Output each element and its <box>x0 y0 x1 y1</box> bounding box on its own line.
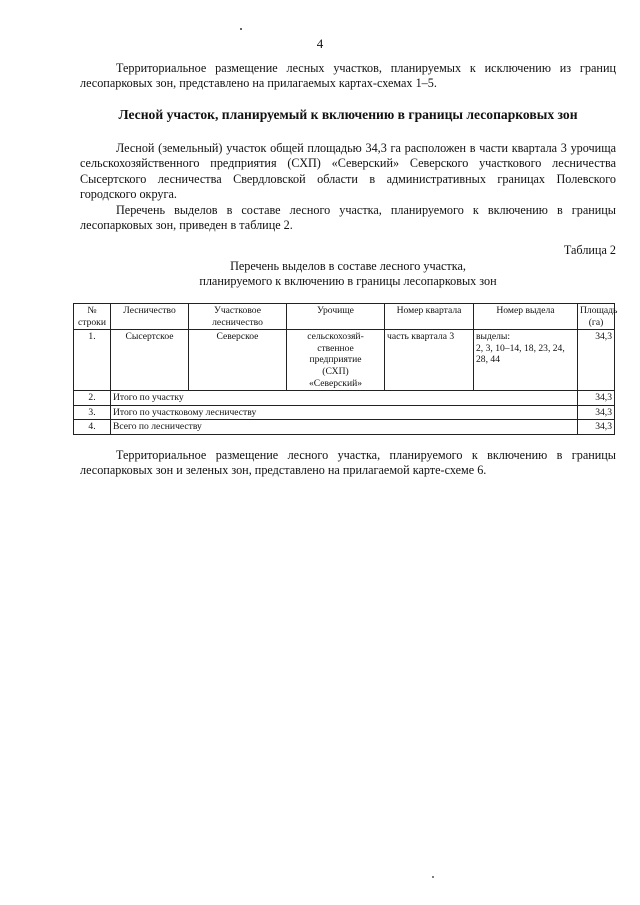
table-row <box>74 391 615 406</box>
row-label: Итого по участку <box>111 391 578 406</box>
row-num: 4. <box>74 420 111 435</box>
table-header-row <box>74 304 615 330</box>
header-plot: Номер выдела <box>474 304 578 330</box>
section-heading: Лесной участок, планируемый к включению в границы лесопарковых зон <box>118 107 578 122</box>
header-forestry: Лесничество <box>111 304 189 330</box>
header-area: Площадь (га) <box>578 304 615 330</box>
row-area: 34,3 <box>578 330 615 391</box>
table-row <box>74 330 615 391</box>
row-tract: сельскохозяй- ственное предприятие (СХП) «Северский» <box>287 330 385 391</box>
row-num: 2. <box>74 391 111 406</box>
table-caption <box>80 259 616 290</box>
header-district: Участковое лесничество <box>189 304 287 330</box>
row-num: 3. <box>74 405 111 420</box>
row-area: 34,3 <box>578 405 615 420</box>
scan-speck <box>432 876 434 878</box>
row-quarter: часть квартала 3 <box>385 330 474 391</box>
header-tract: Урочище <box>287 304 385 330</box>
row-area: 34,3 <box>578 391 615 406</box>
table-label: Таблица 2 <box>563 243 616 257</box>
row-num: 1. <box>74 330 111 391</box>
list-paragraph: Перечень выделов в составе лесного участка, планируемого к включению в границы лесопарковых зон, приведен в таблице 2. <box>80 203 616 233</box>
row-plot: выделы: 2, 3, 10–14, 18, 23, 24, 28, 44 <box>474 330 578 391</box>
scan-speck <box>240 28 242 30</box>
table-caption-line: Перечень выделов в составе лесного участка, <box>230 259 466 273</box>
table-caption-line: планируемого к включению в границы лесопарковых зон <box>199 274 497 289</box>
table-row <box>74 420 615 435</box>
closing-paragraph: Территориальное размещение лесного участка, планируемого к включению в границы лесопарковых зон и зеленых зон, представлено на прилагаемой карте-схеме 6. <box>80 448 616 478</box>
row-label: Всего по лесничеству <box>111 420 578 435</box>
header-quarter: Номер квартала <box>385 304 474 330</box>
header-num: № строки <box>74 304 111 330</box>
row-district: Северское <box>189 330 287 391</box>
table-row <box>74 405 615 420</box>
row-forestry: Сысертское <box>111 330 189 391</box>
area-paragraph: Лесной (земельный) участок общей площадью 34,3 га расположен в части квартала 3 урочища сельскохозяйственного предприятия (СХП) «Северский» Северского участкового лесничества Сысертского лесничества Свердловской области в административных границах Полевского городского округа. <box>80 141 616 202</box>
row-area: 34,3 <box>578 420 615 435</box>
page-number: 4 <box>316 36 324 51</box>
intro-paragraph: Территориальное размещение лесных участков, планируемых к исключению из границ лесопарковых зон, представлено на прилагаемых картах-схемах 1–5. <box>80 61 616 91</box>
plots-table <box>73 303 618 435</box>
row-label: Итого по участковому лесничеству <box>111 405 578 420</box>
